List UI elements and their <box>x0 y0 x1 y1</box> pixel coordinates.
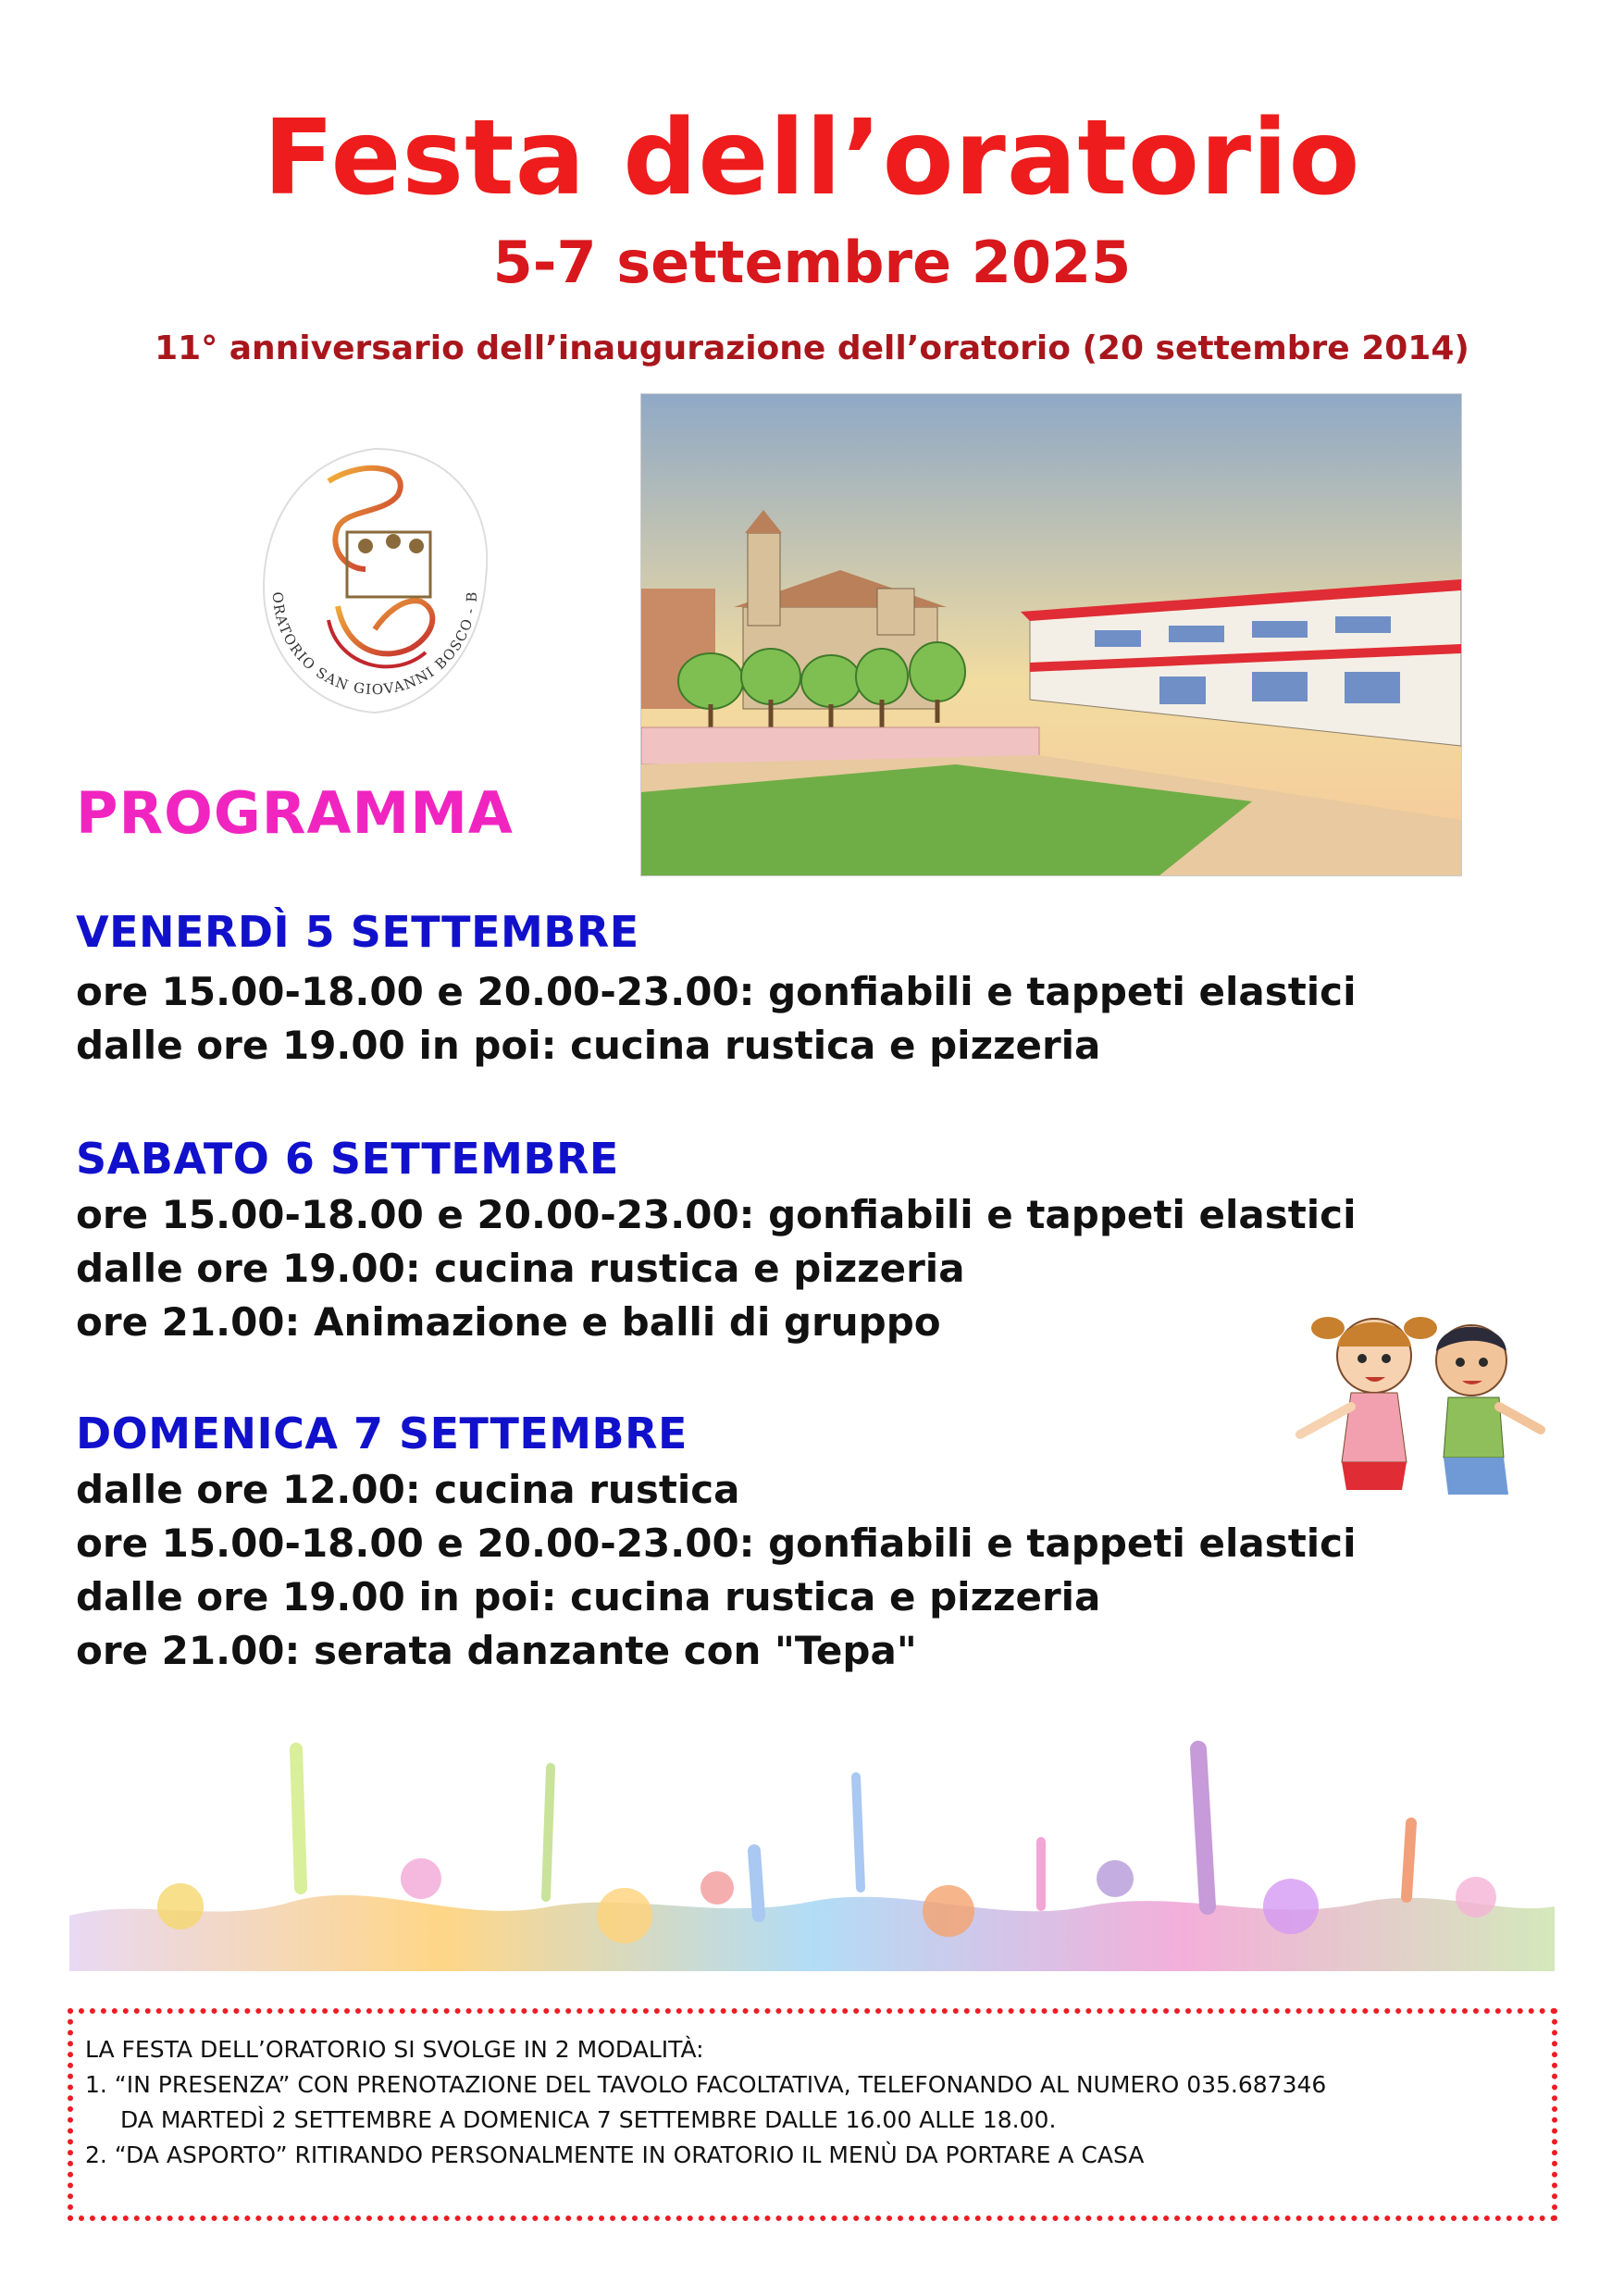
day-heading-saturday: SABATO 6 SETTEMBRE <box>76 1134 619 1184</box>
oratorio-logo <box>236 430 514 736</box>
schedule-line: ore 21.00: serata danzante con "Tepa" <box>76 1628 917 1673</box>
day-heading-friday: VENERDÌ 5 SETTEMBRE <box>76 907 639 957</box>
event-date: 5-7 settembre 2025 <box>492 229 1132 296</box>
info-item-1-detail: DA MARTEDÌ 2 SETTEMBRE A DOMENICA 7 SETTEMBRE DALLE 16.00 ALLE 18.00. <box>120 2106 1057 2133</box>
info-intro: LA FESTA DELL’ORATORIO SI SVOLGE IN 2 MODALITÀ: <box>85 2036 704 2063</box>
anniversary-note: 11° anniversario dell’inaugurazione dell’oratorio (20 settembre 2014) <box>155 329 1469 367</box>
schedule-line: dalle ore 12.00: cucina rustica <box>76 1467 740 1512</box>
oratorio-illustration <box>640 393 1462 876</box>
schedule-line: dalle ore 19.00: cucina rustica e pizzeria <box>76 1246 965 1291</box>
programma-heading: PROGRAMMA <box>76 779 514 847</box>
svg-text:ORATORIO SAN GIOVANNI BOSCO -: ORATORIO SAN GIOVANNI BOSCO - B <box>268 590 481 699</box>
schedule-line: ore 15.00-18.00 e 20.00-23.00: gonfiabili e tappeti elastici <box>76 1520 1357 1566</box>
paint-splash-decoration <box>69 1740 1555 1971</box>
schedule-line: dalle ore 19.00 in poi: cucina rustica e pizzeria <box>76 1023 1101 1068</box>
page-title: Festa dell’oratorio <box>263 98 1361 218</box>
schedule-line: ore 15.00-18.00 e 20.00-23.00: gonfiabili e tappeti elastici <box>76 1192 1357 1237</box>
kids-illustration <box>1286 1296 1545 1518</box>
schedule-line: ore 15.00-18.00 e 20.00-23.00: gonfiabili e tappeti elastici <box>76 969 1357 1014</box>
schedule-line: ore 21.00: Animazione e balli di gruppo <box>76 1299 941 1345</box>
day-heading-sunday: DOMENICA 7 SETTEMBRE <box>76 1409 688 1458</box>
info-item-2: 2. “DA ASPORTO” RITIRANDO PERSONALMENTE IN ORATORIO IL MENÙ DA PORTARE A CASA <box>85 2141 1145 2168</box>
info-item-1: 1. “IN PRESENZA” CON PRENOTAZIONE DEL TAVOLO FACOLTATIVA, TELEFONANDO AL NUMERO 035.687346 <box>85 2071 1327 2098</box>
schedule-line: dalle ore 19.00 in poi: cucina rustica e pizzeria <box>76 1574 1101 1620</box>
